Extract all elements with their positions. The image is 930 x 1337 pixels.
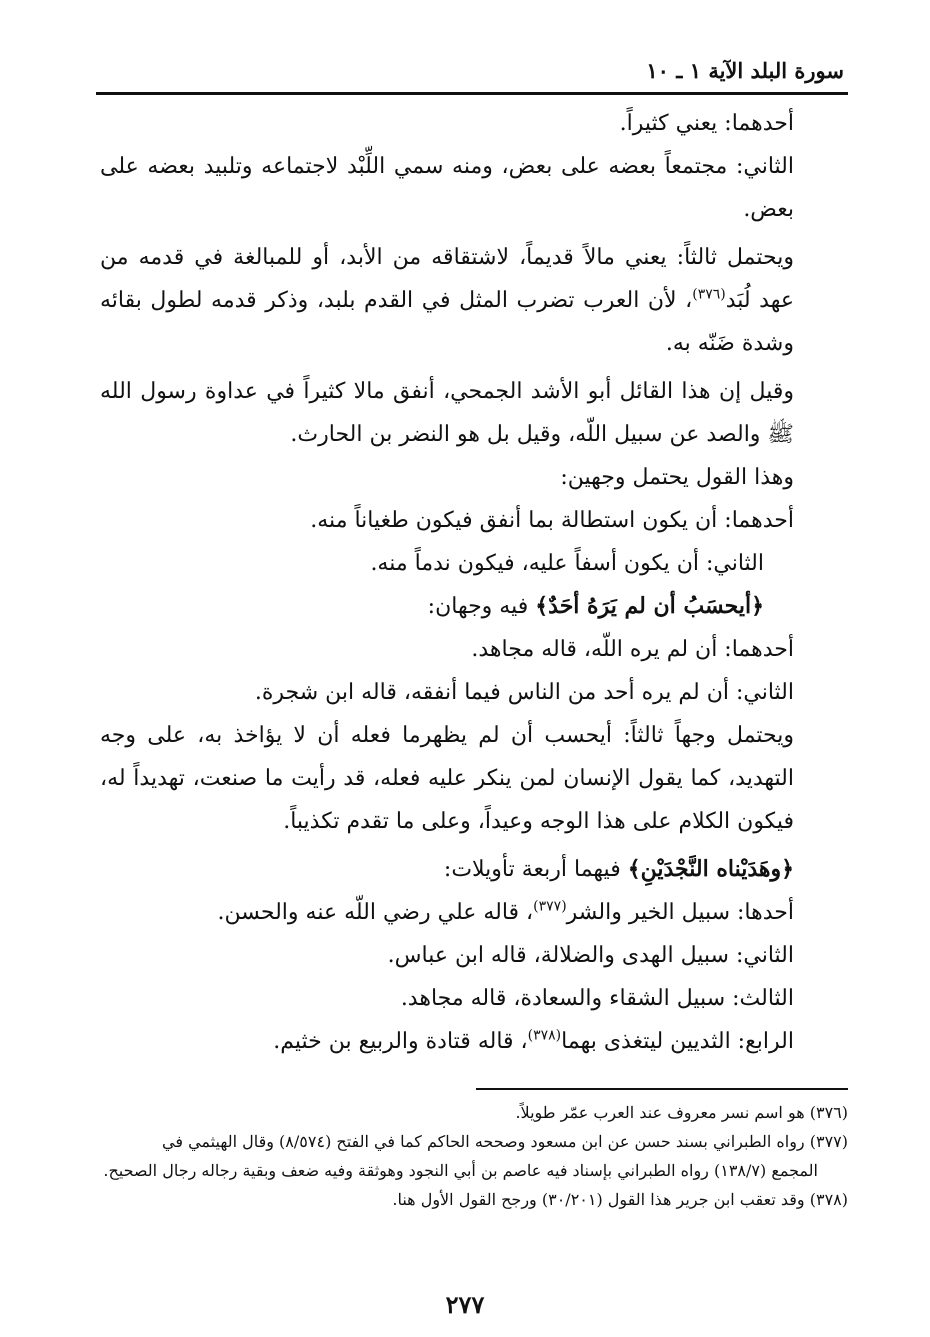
paragraph xyxy=(100,891,794,934)
paragraph: ويحتمل وجهاً ثالثاً: أيحسب أن لم يظهرما فعله أن لا يؤاخذ به، على وجه التهديد، كما يقول الإنسان لمن ينكر عليه فعله، قد رأيت ما صنعت، تهديداً له، فيكون الكلام على هذا الوجه وعيداً، وعلى ما تقدم تكذيباً. xyxy=(100,723,794,834)
footnote: (٣٧٦) هو اسم نسر معروف عند العرب عمّر طويلاً. xyxy=(515,1103,848,1122)
footnote-continuation: المجمع (١٣٨/٧) رواه الطبراني بإسناد فيه عاصم بن أبي النجود وهوثقة وفيه ضعف وبقية رجاله رجال الصحيح. xyxy=(103,1161,818,1180)
footnote: (٣٧٨) وقد تعقب ابن جرير هذا القول (٣٠/٢٠١) ورجح القول الأول هنا. xyxy=(392,1190,848,1209)
paragraph-text: الرابع: الثديين ليتغذى بهما xyxy=(561,1029,794,1054)
paragraph: وقيل إن هذا القائل أبو الأشد الجمحي، أنفق مالا كثيراً في عداوة رسول الله ﷺ والصد عن سبيل اللّه، وقيل بل هو النضر بن الحارث. xyxy=(100,379,794,447)
paragraph: وهذا القول يحتمل وجهين: xyxy=(560,465,794,490)
header-title: سورة البلد الآية ١ ـ ١٠ xyxy=(646,58,844,83)
paragraph-text: ، قاله علي رضي اللّه عنه والحسن. xyxy=(217,900,534,925)
header-rule xyxy=(96,92,848,95)
paragraph xyxy=(100,236,794,365)
paragraph: أحدهما: أن يكون استطالة بما أنفق فيكون طغياناً منه. xyxy=(310,508,794,533)
footnote-ref[interactable]: (٣٧٧) xyxy=(533,898,567,915)
paragraph: أحدهما: أن لم يره اللّه، قاله مجاهد. xyxy=(471,637,794,662)
footnote-separator xyxy=(476,1088,848,1090)
page-number: ٢٧٧ xyxy=(445,1290,485,1319)
paragraph: الثالث: سبيل الشقاء والسعادة، قاله مجاهد. xyxy=(400,986,794,1011)
paragraph-text: ، لأن العرب تضرب المثل في القدم بلبد، وذكر قدمه لطول بقائه وشدة ضَنّه به. xyxy=(100,288,794,356)
paragraph-text: فيهما أربعة تأويلات: xyxy=(443,857,628,882)
paragraph xyxy=(100,1020,794,1063)
footnote-ref[interactable]: (٣٧٨) xyxy=(527,1027,562,1044)
paragraph: الثاني: أن لم يره أحد من الناس فيما أنفقه، قاله ابن شجرة. xyxy=(254,680,794,705)
quran-verse: ﴿أيحسَبُ أن لم يَرَهُ أحَدٌ﴾ xyxy=(535,593,764,619)
running-header xyxy=(96,52,848,90)
paragraph xyxy=(100,585,794,628)
paragraph: أحدهما: يعني كثيراً. xyxy=(619,111,794,136)
paragraph-text: أحدها: سبيل الخير والشر xyxy=(566,900,794,925)
footnote: (٣٧٧) رواه الطبراني بسند حسن عن ابن مسعود وصححه الحاكم كما في الفتح (٨/٥٧٤) وقال الهيثمي في xyxy=(162,1132,848,1151)
paragraph: الثاني: مجتمعاً بعضه على بعض، ومنه سمي اللِّبْد لاجتماعه وتلبيد بعضه على بعض. xyxy=(100,154,794,222)
quran-verse: ﴿وهَدَيْناه النَّجْدَيْنِ﴾ xyxy=(627,856,794,882)
footnote-ref[interactable]: (٣٧٦) xyxy=(692,286,726,303)
paragraph xyxy=(100,848,794,891)
footnotes xyxy=(100,1098,848,1214)
paragraph: الثاني: أن يكون أسفاً عليه، فيكون ندماً منه. xyxy=(370,551,764,576)
paragraph: الثاني: سبيل الهدى والضلالة، قاله ابن عباس. xyxy=(387,943,794,968)
paragraph-text: ، قاله قتادة والربيع بن خثيم. xyxy=(273,1029,528,1054)
paragraph-text: ويحتمل ثالثاً: يعني مالاً قديماً، لاشتقاقه من الأبد، أو للمبالغة في قدمه من عهد لُبَد xyxy=(100,245,794,313)
main-text xyxy=(100,102,794,1063)
paragraph-text: فيه وجهان: xyxy=(427,594,536,619)
